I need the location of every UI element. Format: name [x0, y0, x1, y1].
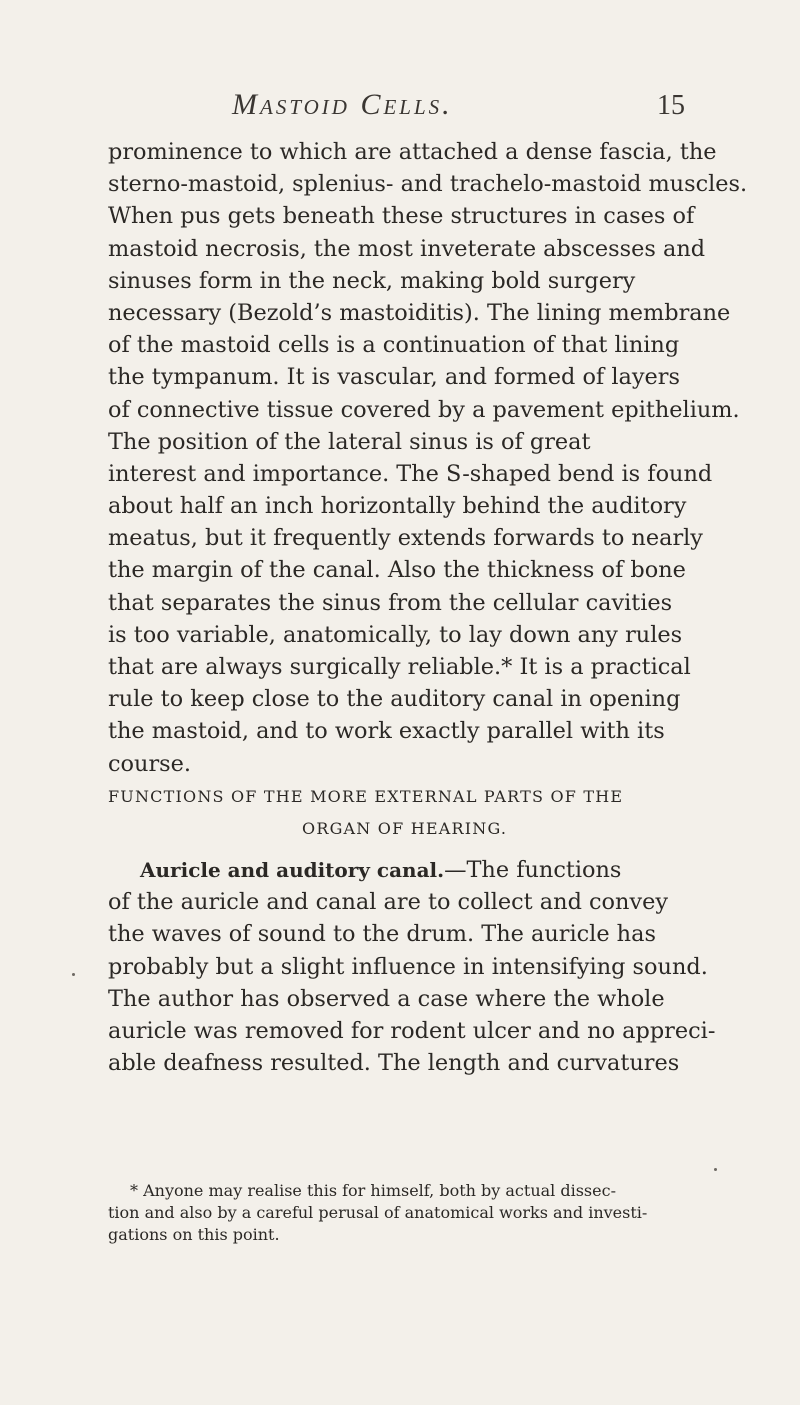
text-line: the margin of the canal. Also the thickness of bone: [108, 557, 686, 584]
text-line: of the auricle and canal are to collect and convey: [108, 889, 669, 916]
paper-speck: [72, 973, 75, 976]
paper-speck: [714, 1168, 717, 1171]
text-line: The author has observed a case where the whole: [108, 985, 665, 1012]
text-line: that are always surgically reliable.* It is a practical: [108, 654, 691, 680]
page-number: 15: [657, 90, 685, 121]
text-line: the mastoid, and to work exactly parallel with its: [108, 718, 665, 745]
text-line: probably but a slight influence in intensifying sound.: [108, 953, 708, 980]
text-line: that separates the sinus from the cellular cavities: [108, 589, 673, 616]
text-line: the waves of sound to the drum. The auricle has: [108, 921, 656, 948]
running-head: [0, 88, 800, 124]
text-line: of connective tissue covered by a pavement epithelium.: [108, 396, 740, 423]
text-line: the tympanum. It is vascular, and formed of layers: [108, 364, 680, 391]
text-line: rule to keep close to the auditory canal in opening: [108, 686, 681, 713]
section-heading-line: FUNCTIONS OF THE MORE EXTERNAL PARTS OF THE: [108, 787, 624, 806]
text-fragment: —The functions: [444, 857, 622, 883]
text-line: course.: [108, 750, 192, 777]
body-paragraph: [108, 136, 796, 780]
text-line: is too variable, anatomically, to lay down any rules: [108, 621, 683, 648]
footnote-line: tion and also by a careful perusal of anatomical works and investi-: [108, 1203, 648, 1222]
text-line: meatus, but it frequently extends forwards to nearly: [108, 525, 703, 552]
text-line: mastoid necrosis, the most inveterate abscesses and: [108, 235, 706, 262]
section-heading-line: ORGAN OF HEARING.: [302, 819, 508, 838]
text-line: necessary (Bezold’s mastoiditis). The lining membrane: [108, 299, 731, 326]
running-title: Mastoid Cells.: [232, 88, 453, 121]
footnote-line: * Anyone may realise this for himself, both by actual dissec-: [130, 1181, 616, 1200]
text-line: The position of the lateral sinus is of great: [108, 428, 591, 455]
text-line: auricle was removed for rodent ulcer and no appreci-: [108, 1017, 716, 1044]
section-paragraph: [108, 854, 796, 1079]
footnote: [108, 1180, 796, 1246]
text-line: interest and importance. The S-shaped bend is found: [108, 460, 713, 487]
text-line: sterno-mastoid, splenius- and trachelo-mastoid muscles.: [108, 171, 748, 198]
text-line: able deafness resulted. The length and curvatures: [108, 1050, 680, 1077]
run-in-heading: Auricle and auditory canal.: [140, 858, 445, 882]
footnote-line: gations on this point.: [108, 1225, 280, 1244]
text-line: prominence to which are attached a dense fascia, the: [108, 139, 717, 165]
text-line: sinuses form in the neck, making bold surgery: [108, 267, 636, 294]
text-line: When pus gets beneath these structures in cases of: [108, 203, 695, 230]
text-line: [108, 854, 796, 886]
text-line: of the mastoid cells is a continuation of that lining: [108, 332, 680, 359]
text-line: about half an inch horizontally behind the auditory: [108, 493, 687, 520]
